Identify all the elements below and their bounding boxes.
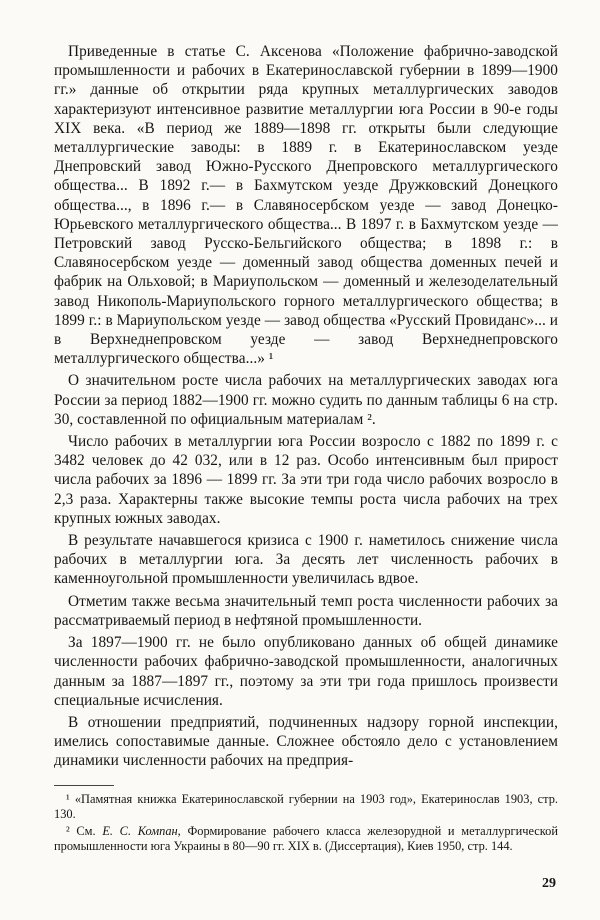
footnote-divider xyxy=(54,785,114,786)
paragraph-6: За 1897—1900 гг. не было опубликовано данных об общей динамике численности рабочих фабрично-заводской промышленности, аналогичных данным за 1887—1897 гг., поэтому за эти три года пришлось произвести специальные исчисления. xyxy=(54,634,558,709)
paragraph-5: Отметим также весьма значительный темп роста численности рабочих за рассматриваемый период в нефтяной промышленности. xyxy=(54,592,558,629)
footnote-1-text: «Памятная книжка Екатеринославской губернии на 1903 год», Екатеринослав 1903, стр. 130. xyxy=(54,791,558,822)
footnote-2 xyxy=(54,824,558,855)
paragraph-2: О значительном росте числа рабочих на металлургических заводах юга России за период 1882—1900 гг. можно судить по данным таблицы 6 на стр. 30, составленной по официальным материалам ². xyxy=(54,372,558,428)
footnote-2-text: Формирование рабочего класса железорудной и металлургической промышленности юга Украины в 80—90 гг. XIX в. (Диссертация), Киев 1950, стр. 144. xyxy=(54,823,558,854)
main-text xyxy=(54,42,558,771)
footnotes xyxy=(54,792,558,855)
paragraph-3: Число рабочих в металлургии юга России возросло с 1882 по 1899 г. с 3482 человек до 42 032, или в 12 раз. Особо интенсивным был прирост числа рабочих за 1896 — 1899 гг. За эти три года число рабочих возросло в 2,3 раза. Характерны также высокие темпы роста числа рабочих на трех крупных южных заводах. xyxy=(54,433,558,527)
footnote-2-prefix: См. xyxy=(76,823,96,838)
footnote-2-author: Е. С. Компан, xyxy=(102,823,181,838)
paragraph-1: Приведенные в статье С. Аксенова «Положение фабрично-заводской промышленности и рабочих в Екатеринославской губернии в 1899—1900 гг.» данные об открытии ряда крупных металлургических заводов характеризуют интенсивное развитие металлургии юга России в 90-е годы XIX века. «В период же 1889—1898 гг. открыты были следующие металлургические заводы: в 1889 г. в Екатеринославском уезде Днепровский завод Южно-Русского Днепровского металлургического общества... В 1892 г.— в Бахмутском уезде Дружковский Донецкого общества..., в 1896 г.— в Славяносербском уезде — завод Донецко-Юрьевского металлургического общества... В 1897 г. в Бахмутском уезде — Петровский завод Русско-Бельгийского общества; в 1898 г.: в Славяносербском уезде — доменный завод общества доменных печей и фабрик на Ольховой; в Мариупольском — доменный и железоделательный завод Никополь-Мариупольского горного металлургического общества; в 1899 г.: в Мариупольском уезде — завод общества «Русский Провиданс»... и в Верхнеднепровском уезде — завод Верхнеднепровского металлургического общества...» ¹ xyxy=(54,43,558,368)
footnote-1-mark: ¹ xyxy=(66,791,70,806)
page-number: 29 xyxy=(542,876,556,891)
paragraph-4: В результате начавшегося кризиса с 1900 г. наметилось снижение числа рабочих в металлургии юга. За десять лет численность рабочих в каменноугольной промышленности увеличилась вдвое. xyxy=(54,532,558,588)
footnote-2-mark: ² xyxy=(66,823,70,838)
paragraph-7: В отношении предприятий, подчиненных надзору горной инспекции, имелись сопоставимые данные. Сложнее обстояло дело с установлением динамики численности рабочих на предприя- xyxy=(54,713,558,770)
footnote-1 xyxy=(54,792,558,823)
